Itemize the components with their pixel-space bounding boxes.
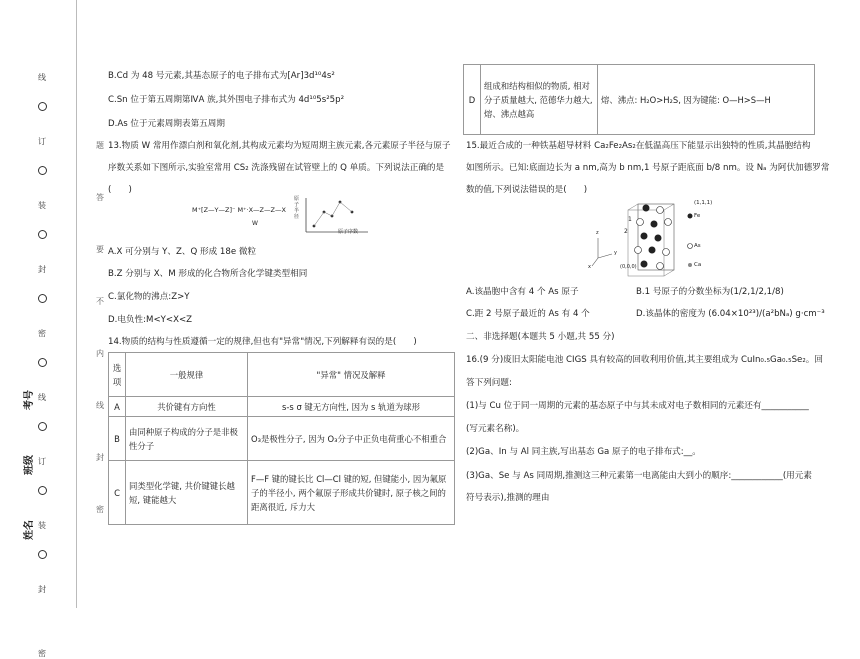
q13-figure [192, 196, 372, 236]
q16-stem-line1: 16.(9 分)废旧太阳能电池 CIGS 具有较高的回收利用价值,其主要组成为 CuIn₀.₅Ga₀.₅Se₂。回 [466, 355, 823, 365]
binding-circle [38, 230, 47, 239]
q14-table [108, 352, 455, 525]
q15-option-b: B.1 号原子的分数坐标为(1/2,1/2,1/8) [636, 287, 784, 297]
binding-char: 封 [38, 265, 46, 274]
q16-part1-line1: (1)与 Cu 位于同一周期的元素的基态原子中与其未成对电子数相同的元素还有___________ [466, 401, 809, 411]
q15-stem-line2: 如图所示。已知:底面边长为 a nm,高为 b nm,1 号原子距底面 b/8 nm。设 Nₐ 为阿伏加德罗常 [466, 163, 830, 173]
crystal-cell-figure: (1,1,1) Fe As Ca 1 2 (0,0,0) x y z [588, 198, 748, 278]
chart-y-label: 原子半径 [294, 196, 300, 220]
binding-circle [38, 294, 47, 303]
binding-circle [38, 422, 47, 431]
option-d-as: D.As 位于元素周期表第五周期 [108, 119, 225, 129]
binding-char: 装 [38, 521, 46, 530]
binding-char-inner: 题 [96, 141, 104, 150]
name-label: 姓名 [24, 520, 35, 540]
q13-answer-paren: ( ) [108, 185, 132, 195]
q14-stem: 14.物质的结构与性质遵循一定的规律,但也有"异常"情况,下列解释有误的是( ) [108, 337, 417, 347]
table-header-exception: "异常" 情况及解释 [248, 353, 455, 397]
q15-stem-line3: 数的值,下列说法错误的是( ) [466, 185, 588, 195]
exam-number-label: 考号 [24, 390, 35, 410]
q16-part1-line2: (写元素名称)。 [466, 424, 525, 434]
q16-part3-line1: (3)Ga、Se 与 As 同周期,推测这三种元素第一电离能由大到小的顺序:____________(用元素 [466, 471, 812, 481]
chart-x-label: 原子序数 [338, 229, 359, 235]
class-label: 班级 [24, 455, 35, 475]
radius-chart [302, 196, 372, 236]
table-header-option: 选项 [109, 353, 126, 397]
q15-stem-line1: 15.最近合成的一种铁基超导材料 Ca₂Fe₂As₂在低温高压下能显示出独特的性质,其晶胞结构 [466, 141, 811, 151]
q13-stem-line2: 序数关系如下图所示,实验室常用 CS₂ 洗涤残留在试管壁上的 Q 单质。下列说法正确的是 [108, 163, 445, 173]
q13-option-a: A.X 可分别与 Y、Z、Q 形成 18e 微粒 [108, 247, 257, 257]
binding-char: 密 [38, 329, 46, 338]
unit-cell-drawing [588, 198, 748, 278]
binding-char: 封 [38, 585, 46, 594]
binding-char: 密 [38, 649, 46, 658]
binding-circle [38, 358, 47, 367]
binding-circle [38, 102, 47, 111]
table-header-rule: 一般规律 [126, 353, 248, 397]
table-row: D 组成和结构相似的物质, 相对分子质量越大, 范德华力越大, 熔、沸点越高 熔、沸点: H₂O>H₂S, 因为键能: O—H>S—H [464, 65, 815, 135]
binding-char-inner: 答 [96, 193, 104, 202]
q16-part2: (2)Ga、In 与 Al 同主族,写出基态 Ga 原子的电子排布式:__。 [466, 447, 701, 457]
binding-char: 订 [38, 457, 46, 466]
binding-circle [38, 550, 47, 559]
section-2-heading: 二、非选择题(本题共 5 小题,共 55 分) [466, 332, 615, 342]
table-row: B 由同种原子构成的分子是非极性分子 O₃是极性分子, 因为 O₃分子中正负电荷重心不相重合 [109, 417, 455, 461]
fe-legend: Fe [694, 213, 701, 219]
option-b-cd: B.Cd 为 48 号元素,其基态原子的电子排布式为[Ar]3d¹⁰4s² [108, 71, 335, 81]
binding-char: 线 [38, 393, 46, 402]
binding-line [76, 0, 77, 608]
binding-char: 线 [38, 73, 46, 82]
binding-char-inner: 内 [96, 349, 104, 358]
ca-legend: Ca [694, 262, 702, 268]
q13-option-d: D.电负性:M<Y<X<Z [108, 315, 193, 325]
q16-stem-line2: 答下列问题: [466, 378, 512, 388]
binding-char-inner: 线 [96, 401, 104, 410]
binding-char: 订 [38, 137, 46, 146]
q16-part3-line2: 符号表示),推测的理由 [466, 493, 550, 503]
option-c-sn: C.Sn 位于第五周期第ⅣA 族,其外围电子排布式为 4d¹⁰5s²5p² [108, 95, 345, 105]
w-label: W [252, 220, 258, 227]
binding-char-inner: 封 [96, 453, 104, 462]
q13-stem-line1: 13.物质 W 常用作漂白剂和氧化剂,其构成元素均为短周期主族元素,各元素原子半径与原子 [108, 141, 451, 151]
binding-char: 装 [38, 201, 46, 210]
q15-option-c: C.距 2 号原子最近的 As 有 4 个 [466, 309, 590, 319]
q15-option-a: A.该晶胞中含有 4 个 As 原子 [466, 287, 579, 297]
binding-circle [38, 486, 47, 495]
table-row: C 同类型化学键, 共价键键长越短, 键能越大 F—F 键的键长比 Cl—Cl 键的短, 但键能小, 因为氟原子的半径小, 两个氟原子形成共价键时, 原子核之间的距离很近, 斥力大 [109, 461, 455, 525]
q13-option-c: C.氯化物的沸点:Z>Y [108, 292, 190, 302]
q13-option-b: B.Z 分别与 X、M 形成的化合物所含化学键类型相同 [108, 269, 308, 279]
w-structure-formula: M⁺[Z—Y—Z]⁻ M⁺·X—Z—Z—X [192, 206, 286, 214]
binding-char-inner: 不 [96, 297, 104, 306]
binding-circle [38, 166, 47, 175]
binding-char-inner: 要 [96, 245, 104, 254]
q15-option-d: D.该晶体的密度为 (6.04×10²³)/(a²bNₐ) g·cm⁻³ [636, 309, 825, 319]
q14-table-continued [463, 64, 815, 135]
as-legend: As [694, 243, 701, 249]
binding-char-inner: 密 [96, 505, 104, 514]
table-row: A 共价键有方向性 s-s σ 键无方向性, 因为 s 轨道为球形 [109, 397, 455, 417]
